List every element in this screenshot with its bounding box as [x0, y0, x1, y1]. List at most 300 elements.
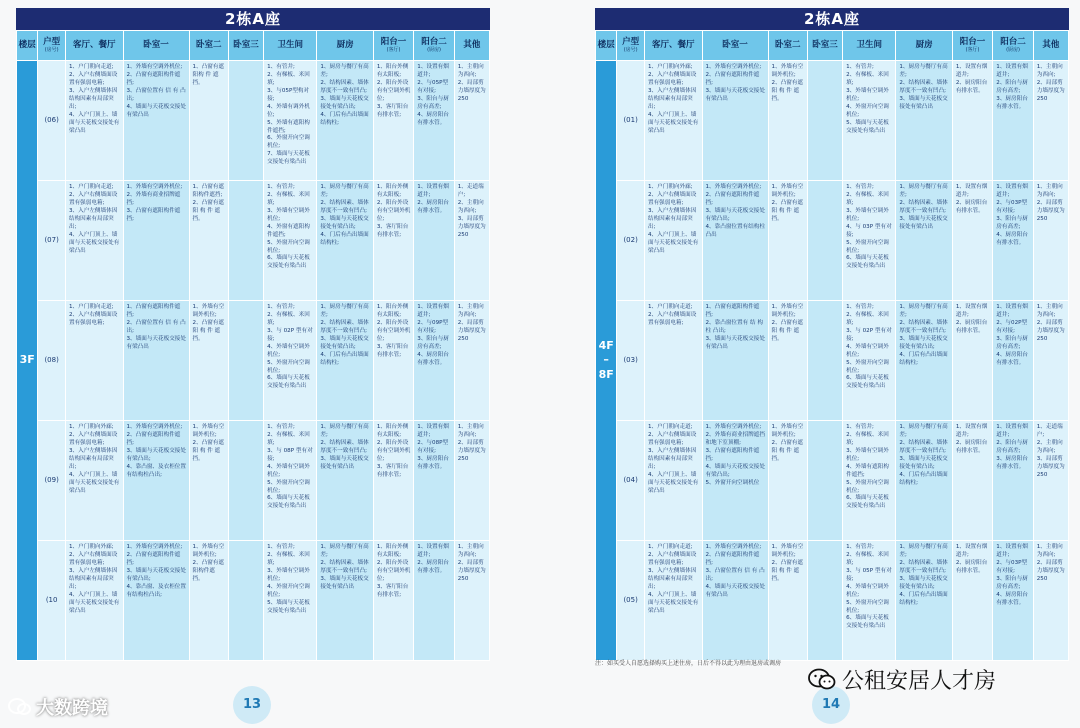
- defect-note: 3、入户左侧墙体因结构因素有局部突出;: [647, 87, 697, 110]
- defect-note: 3、墙面与天花板交接处有梁凸出;: [320, 215, 369, 230]
- defect-note: 1、设置有烟道井;: [996, 64, 1028, 78]
- defect-note: 1、设置有烟道井;: [996, 184, 1028, 198]
- defect-note: 2、主朝向为西向;: [457, 199, 484, 214]
- unit-number: (02): [617, 181, 645, 301]
- table-row: [17, 61, 490, 181]
- defect-note: 3、墙面与天花板交接处有梁凸出;: [320, 95, 369, 110]
- column-header-label: 卧室二: [774, 39, 801, 50]
- defect-note: 3、与 05P 型有对接;: [846, 567, 892, 582]
- defect-note: 2、结构因素、墙体厚度不一致有凹凸;: [320, 319, 369, 334]
- defect-cell: [702, 61, 768, 181]
- defect-cell: [952, 61, 992, 181]
- defect-cell: [807, 181, 842, 301]
- defect-note: 3、墙面与天花板交接处有梁凸出: [899, 95, 948, 110]
- defect-note: 2、入户右侧墙面设置有强弱电箱;: [68, 71, 118, 86]
- defect-note: 1、厨房与餐厅有高差;: [320, 304, 369, 318]
- defect-note: 2、阳台外设有有空调外机位;: [376, 199, 411, 222]
- floor-label: 3F: [17, 61, 38, 661]
- defect-note: 1、凸窗有遮阳构件遮挡;: [705, 304, 760, 318]
- column-header-label: 卧室一: [722, 39, 748, 50]
- column-header: [952, 31, 992, 61]
- defect-cell: [189, 421, 228, 541]
- defect-cell: [952, 301, 992, 421]
- defect-note: 1、有管井;: [267, 184, 295, 190]
- defect-note: 1、凸窗有遮阳构件遮挡;: [126, 304, 181, 318]
- defect-note: 2、凸窗有遮阳 构 件 遮挡。: [192, 199, 225, 222]
- defect-note: 2、有梯板、米回填;: [846, 431, 889, 446]
- defect-cell: [1033, 181, 1068, 301]
- building-title: 2栋A座: [16, 8, 490, 30]
- defect-note: 2、结构因素、墙体厚度不一致有凹凸;: [320, 199, 369, 214]
- defect-note: 2、有梯板、米回填;: [846, 551, 889, 566]
- defect-note: 3、墙面与天花板交接处有梁凸出;: [320, 335, 369, 350]
- table-row: [17, 421, 490, 541]
- column-header: [65, 31, 123, 61]
- defect-cell: [228, 61, 263, 181]
- defect-note: 3、客厅阳台有排水管;: [376, 223, 409, 238]
- defect-note: 7、墙面与天花板交接处有梁凸出: [267, 151, 310, 166]
- defect-note: 3、凸窗位置有 信 有 凸 出;: [705, 567, 765, 582]
- defect-cell: [807, 61, 842, 181]
- defect-cell: [123, 301, 189, 421]
- defect-note: 6、墙面与天花板交接处有梁凸出: [846, 615, 889, 630]
- defect-note: 1、外墙有空调外机位;: [771, 184, 804, 198]
- page-left: [16, 8, 490, 728]
- defect-note: 2、凸窗位置有 信 有 凸 出;: [126, 319, 186, 334]
- column-header-label: 其他: [1042, 39, 1060, 50]
- defect-note: 5、墙面与天花板交接处有梁凸出: [846, 119, 889, 134]
- defect-note: 1、外墙有空调外机位;: [771, 544, 804, 558]
- defect-note: 5、墙面与天花板交接处有梁凸出: [267, 599, 310, 614]
- defect-note: 1、设置有烟道井;: [955, 424, 988, 438]
- defect-cell: [123, 541, 189, 661]
- defect-note: 4、厨房阳台有排水管。: [996, 351, 1028, 366]
- defect-cell: [952, 541, 992, 661]
- defect-cell: [644, 541, 702, 661]
- defect-note: 2、厨房阳台有排水管。: [955, 319, 988, 334]
- column-header-label: 卧室二: [195, 39, 222, 50]
- defect-note: 4、入户门顶上、墙面与天花板交接处有梁凸出: [68, 231, 120, 254]
- defect-cell: [65, 421, 123, 541]
- defect-note: 5、外窗开向空调机位;: [267, 239, 310, 254]
- defect-note: 1、厨房与餐厅有高差;: [320, 424, 369, 438]
- defect-note: 1、阳台外侧有太阳板;: [376, 544, 409, 558]
- defect-note: 3、与 02P 型有对接;: [267, 327, 313, 342]
- column-header-label: 卧室一: [143, 39, 169, 50]
- defect-note: 4、外墙有空调外机位;: [846, 583, 889, 598]
- defect-cell: [317, 181, 373, 301]
- unit-number: (08): [38, 301, 66, 421]
- defect-note: 2、局部剪力墙厚度为250: [457, 79, 486, 102]
- defect-note: 1、外墙有空调外机位;: [126, 544, 183, 550]
- defect-note: 2、凸窗有遮阳 构 件 遮挡。: [192, 439, 225, 462]
- defect-note: 2、局部剪力墙厚度为250: [457, 559, 486, 582]
- defect-note: 2、阳台外设有有空调外机位;: [376, 319, 411, 342]
- defect-note: 1、户门朝向走道;: [647, 424, 693, 430]
- defect-note: 2、有梯板、米回填;: [267, 551, 310, 566]
- defect-note: 2、凸窗有遮阳 构 件 遮挡。: [771, 559, 804, 582]
- defect-note: 1、设置有烟道井;: [955, 184, 988, 198]
- defect-note: 2、厨房阳台有排水管。: [417, 559, 449, 574]
- defect-note: 4、墙面与天花板交接处有梁凸出: [705, 583, 765, 598]
- defect-note: 4、门后有凸出墙面结构柱;: [899, 591, 948, 606]
- page-number: 13: [233, 686, 271, 724]
- column-header: [17, 31, 38, 61]
- defect-note: 4、墙面与天花板交接处有梁凸出: [126, 103, 186, 118]
- defect-note: 4、厨房阳台有排水管。: [996, 231, 1028, 246]
- defect-cell: [228, 421, 263, 541]
- defect-note: 1、设置有烟道井;: [417, 184, 449, 198]
- defect-note: 1、外墙有空调外机位;: [771, 64, 804, 78]
- column-header: [189, 31, 228, 61]
- defect-note: 2、与02P型有对接;: [996, 319, 1028, 334]
- defect-note: 2、结构因素、墙体厚度不一致有凹凸;: [899, 319, 948, 334]
- defect-note: 3、外墙有空调外机位;: [846, 447, 889, 462]
- defect-cell: [702, 181, 768, 301]
- defect-note: 1、户门朝向走道;: [68, 64, 114, 70]
- floor-label: 4F – 8F: [596, 61, 617, 661]
- defect-note: 3、与 02P 型有对接;: [846, 327, 892, 342]
- defect-cell: [264, 541, 317, 661]
- defect-note: 2、凸窗有遮阳 构 件 遮挡。: [771, 199, 804, 222]
- table-row: [596, 541, 1069, 661]
- defect-note: 2、入户右侧墙面设置有强弱电箱;: [647, 71, 697, 86]
- defect-note: 1、设置有烟道井;: [955, 304, 988, 318]
- column-header: [317, 31, 373, 61]
- defect-note: 3、入户左侧墙体因结构因素有局部突出;: [647, 567, 697, 590]
- defect-note: 2、有梯板、米回填;: [846, 311, 889, 326]
- defect-cell: [414, 61, 454, 181]
- defect-note: 1、阳台外侧有太阳板;: [376, 64, 409, 78]
- defect-note: 1、外墙有空调外机位;: [705, 184, 762, 190]
- defect-note: 1、主朝向为西向;: [1036, 544, 1063, 558]
- defect-note: 3、入户左侧墙体因结构因素有局部突出;: [647, 447, 697, 470]
- column-header-label: 阳台一: [380, 36, 407, 47]
- column-header-label: 户型: [622, 36, 640, 47]
- defect-cell: [768, 421, 807, 541]
- column-header-label: 客厅、餐厅: [651, 39, 695, 50]
- defect-cell: [993, 421, 1033, 541]
- defect-note: 5、外窗开向空调机位;: [846, 599, 889, 614]
- defect-cell: [644, 61, 702, 181]
- defect-note: 3、入户左侧墙体因结构因素有局部突出;: [68, 207, 118, 230]
- defect-note: 3、凸窗有遮阳构件遮挡;: [705, 447, 760, 462]
- defect-note: 2、结构因素、墙体厚度不一致有凹凸;: [320, 559, 369, 574]
- column-header-label: 卫生间: [277, 39, 303, 50]
- defect-note: 1、主朝向为西向;: [457, 544, 484, 558]
- defect-note: 3、与 08P 型有对接;: [267, 447, 313, 462]
- defect-note: 3、入户左侧墙体因结构因素有局部突出;: [647, 207, 697, 230]
- defect-note: 2、与03P型有对接;: [996, 199, 1028, 214]
- defect-note: 1、厨房与餐厅有高差;: [320, 64, 369, 78]
- table-row: [596, 181, 1069, 301]
- defect-note: 2、有梯板、米回填;: [846, 71, 889, 86]
- defect-note: 1、厨房与餐厅有高差;: [899, 304, 948, 318]
- defect-note: 1、走道端户;: [457, 184, 484, 198]
- defect-cell: [644, 181, 702, 301]
- defect-note: 3、入户左侧墙体因结构因素有局部突出;: [68, 87, 118, 110]
- defect-note: 6、墙面与天花板交接处有梁凸出: [846, 255, 889, 270]
- defect-cell: [65, 61, 123, 181]
- defect-cell: [189, 301, 228, 421]
- defect-note: 1、厨房与餐厅有高差;: [320, 544, 369, 558]
- defect-note: 2、凸窗有遮阳构件遮挡;: [126, 71, 181, 86]
- table-row: [596, 301, 1069, 421]
- defect-note: 3、局部剪力墙厚度为250: [1036, 455, 1065, 478]
- room-defects-table: [595, 30, 1069, 661]
- defect-note: 1、户门朝向外廊;: [68, 544, 114, 550]
- defect-cell: [65, 541, 123, 661]
- column-header-label: 厨房: [915, 39, 933, 50]
- defect-note: 3、墙面与天花板交接处有梁凸出: [320, 455, 369, 470]
- defect-note: 2、阳台外设有有空调外机位;: [376, 79, 411, 102]
- defect-note: 1、凸窗有遮阳构 件 遮挡。: [192, 64, 225, 86]
- defect-note: 1、主朝向为西向;: [457, 64, 484, 78]
- column-header-label: 阳台一: [959, 36, 986, 47]
- defect-note: 2、局部剪力墙厚度为250: [1036, 199, 1065, 222]
- column-header: [38, 31, 66, 61]
- defect-note: 2、入户右侧墙面设置有强弱电箱;: [647, 551, 697, 566]
- column-header-label: 其他: [463, 39, 481, 50]
- column-header-label: 卧室三: [233, 39, 259, 50]
- defect-note: 1、设置有烟道井;: [955, 544, 988, 558]
- defect-note: 3、墙面与天花板交接处有梁凸出;: [126, 447, 186, 462]
- defect-note: 3、墙面与天花板交接处有梁凸出;: [899, 575, 948, 590]
- defect-cell: [1033, 61, 1068, 181]
- defect-note: 1、走道端户;: [1036, 424, 1063, 438]
- column-header-label: 卧室三: [812, 39, 838, 50]
- defect-cell: [702, 541, 768, 661]
- defect-note: 1、有管井;: [846, 544, 874, 550]
- defect-cell: [768, 61, 807, 181]
- defect-cell: [228, 301, 263, 421]
- defect-note: 1、外墙有空调外机位;: [705, 64, 762, 70]
- defect-note: 1、主朝向为西向;: [457, 424, 484, 438]
- defect-note: 3、客厅阳台有排水管;: [376, 343, 409, 358]
- defect-note: 1、设置有烟道井;: [996, 304, 1028, 318]
- defect-note: 4、门后有凸出墙面结构柱;: [320, 351, 369, 366]
- defect-note: 2、与09P型有对接;: [417, 319, 449, 334]
- defect-cell: [896, 301, 952, 421]
- defect-note: 1、厨房与餐厅有高差;: [320, 184, 369, 198]
- defect-note: 2、凸窗有遮阳构件遮挡;: [705, 71, 760, 86]
- defect-note: 1、外墙有空调外机位;: [192, 304, 225, 318]
- defect-note: 3、墙面与天花板交接处有梁凸出;: [705, 207, 765, 222]
- defect-note: 2、结构因素、墙体厚度不一致有凹凸;: [320, 79, 369, 94]
- defect-note: 3、局部剪力墙厚度为250: [457, 215, 486, 238]
- defect-note: 3、阳台与厨房有高差;: [996, 335, 1028, 350]
- defect-note: 4、靠凸窗位置有结构柱凸出: [705, 223, 765, 238]
- defect-note: 2、厨房阳台有排水管。: [955, 79, 988, 94]
- defect-note: 4、外墙有空调外机位;: [267, 463, 310, 478]
- defect-note: 1、有管井;: [267, 304, 295, 310]
- defect-note: 1、外墙有空调外机位;: [126, 184, 183, 190]
- defect-cell: [65, 301, 123, 421]
- column-header-sublabel: (房号): [44, 46, 59, 53]
- defect-note: 1、有管井;: [267, 64, 295, 70]
- defect-note: 1、厨房与餐厅有高差;: [899, 544, 948, 558]
- column-header: [768, 31, 807, 61]
- defect-note: 2、阳台外设有有空调外机位;: [376, 439, 411, 462]
- defect-note: 4、入户门顶上、墙面与天花板交接处有梁凸出: [68, 591, 120, 614]
- defect-note: 3、厨房阳台有排水管。: [417, 455, 449, 470]
- defect-note: 5、外窗开向空调机位;: [267, 479, 310, 494]
- defect-note: 1、有管井;: [846, 184, 874, 190]
- defect-note: 5、外窗开向空调机位;: [846, 479, 889, 494]
- defect-note: 6、外窗开向空调机位;: [267, 135, 310, 150]
- defect-cell: [993, 181, 1033, 301]
- defect-note: 2、凸窗有遮阳 构 件 遮挡。: [771, 79, 804, 102]
- defect-cell: [454, 541, 489, 661]
- defect-cell: [993, 301, 1033, 421]
- defect-note: 4、厨房阳台有排水管。: [996, 591, 1028, 606]
- table-row: [17, 301, 490, 421]
- defect-cell: [414, 421, 454, 541]
- defect-note: 1、设置有烟道井;: [417, 544, 449, 558]
- defect-cell: [454, 61, 489, 181]
- defect-note: 2、与03P型有对接;: [996, 559, 1028, 574]
- defect-note: 2、厨房阳台有排水管。: [955, 199, 988, 214]
- defect-note: 1、户门朝向走道;: [647, 544, 693, 550]
- defect-note: 5、外窗开向空调机位;: [267, 359, 310, 374]
- defect-note: 1、外墙有空调外机位;: [705, 544, 762, 550]
- defect-note: 1、有管井;: [846, 304, 874, 310]
- defect-note: 3、阳台与厨房有高差;: [996, 215, 1028, 230]
- defect-cell: [768, 181, 807, 301]
- defect-note: 1、外墙有空调外机位;: [126, 424, 183, 430]
- defect-note: 2、与08P型有对接;: [417, 439, 449, 454]
- defect-note: 3、客厅阳台有排水管;: [376, 463, 409, 478]
- column-header: [896, 31, 952, 61]
- defect-note: 1、凸窗有遮阳构件遮挡;: [192, 184, 225, 198]
- column-header: [702, 31, 768, 61]
- defect-note: 4、入户门顶上、墙面与天花板交接处有梁凸出: [68, 471, 120, 494]
- defect-note: 3、墙面与天花板交接处有梁凸出: [705, 335, 765, 350]
- defect-note: 2、有梯板、米回填;: [846, 191, 889, 206]
- defect-note: 2、入户右侧墙面设置有强弱电箱;: [68, 311, 118, 326]
- defect-note: 2、局部剪力墙厚度为250: [457, 319, 486, 342]
- defect-note: 2、结构因素、墙体厚度不一致有凹凸;: [320, 439, 369, 454]
- defect-note: 4、靠凸窗、及衣柜位置有结构柱凸出;: [126, 583, 186, 598]
- column-header: [228, 31, 263, 61]
- defect-cell: [264, 181, 317, 301]
- defect-note: 1、有管井;: [846, 424, 874, 430]
- defect-note: 3、墙面与天花板交接处有梁凸出: [899, 215, 948, 230]
- column-header-sublabel: (客厅): [965, 46, 980, 53]
- footnote: 注：如买受人自愿选择购买上述住房，日后不得以此为理由退房或调房: [595, 660, 782, 667]
- defect-note: 2、厨房阳台有排水管。: [955, 439, 988, 454]
- defect-note: 3、墙面与天花板交接处有梁凸出: [705, 87, 765, 102]
- defect-note: 4、厨房阳台有排水管。: [417, 351, 449, 366]
- defect-note: 1、主朝向为西向;: [1036, 304, 1063, 318]
- defect-cell: [373, 541, 413, 661]
- column-header-sublabel: (房号): [623, 46, 638, 53]
- page-number: 14: [812, 686, 850, 724]
- defect-note: 3、客厅阳台有排水管;: [376, 583, 409, 598]
- defect-note: 6、墙面与天花板交接处有梁凸出: [267, 495, 310, 510]
- defect-note: 3、与05P型构对接;: [267, 87, 310, 102]
- defect-cell: [454, 181, 489, 301]
- column-header: [1033, 31, 1068, 61]
- defect-cell: [843, 421, 896, 541]
- defect-note: 4、入户门顶上、墙面与天花板交接处有梁凸出: [68, 111, 120, 134]
- defect-note: 2、凸窗有遮阳 构 件 遮挡。: [771, 319, 804, 342]
- defect-note: 2、局部剪力墙厚度为250: [1036, 559, 1065, 582]
- defect-cell: [65, 181, 123, 301]
- defect-cell: [807, 541, 842, 661]
- defect-note: 3、外墙有空调外机位;: [267, 207, 310, 222]
- defect-note: 2、凸窗有遮阳构件遮挡;: [126, 431, 181, 446]
- defect-cell: [373, 421, 413, 541]
- defect-note: 1、外墙有空调外机位;: [192, 544, 225, 558]
- defect-note: 4、外窗有遮阳构件遮挡;: [267, 223, 310, 238]
- defect-note: 4、墙面与天花板交接处有梁凸出;: [705, 463, 765, 478]
- defect-note: 2、结构因素、墙体厚度不一致有凹凸;: [899, 199, 948, 214]
- table-row: [17, 181, 490, 301]
- defect-note: 1、设置有烟道井;: [417, 304, 449, 318]
- defect-cell: [952, 181, 992, 301]
- defect-note: 3、墙面与天花板交接处有梁凸出: [320, 575, 369, 590]
- column-header: [373, 31, 413, 61]
- defect-note: 1、主朝向为西向;: [1036, 184, 1063, 198]
- defect-note: 1、外墙有空调外机位;: [126, 64, 183, 70]
- defect-note: 1、外墙有空调外机位;: [771, 304, 804, 318]
- defect-note: 2、凸窗有遮阳构件遮挡;: [126, 551, 181, 566]
- defect-cell: [189, 61, 228, 181]
- table-row: [596, 61, 1069, 181]
- column-header: [414, 31, 454, 61]
- defect-note: 4、与 03P 型有对接;: [846, 223, 892, 238]
- defect-cell: [317, 61, 373, 181]
- defect-note: 3、外墙有空调外机位;: [267, 567, 310, 582]
- defect-note: 1、设置有烟道井;: [417, 424, 449, 438]
- defect-note: 5、外窗开向空调机位;: [846, 239, 889, 254]
- watermark-text: 大数跨境: [36, 698, 108, 719]
- defect-note: 2、局部剪力墙厚度为250: [457, 439, 486, 462]
- defect-note: 4、门后有凸出墙面结构柱;: [320, 231, 369, 246]
- column-header-label: 楼层: [597, 39, 615, 50]
- defect-cell: [189, 541, 228, 661]
- table-row: [17, 541, 490, 661]
- defect-note: 2、阳台与厨房有高差;: [996, 79, 1028, 94]
- page-right: [595, 8, 1069, 728]
- room-defects-table: [16, 30, 490, 661]
- column-header: [807, 31, 842, 61]
- defect-note: 1、户门朝向外廊;: [68, 424, 114, 430]
- defect-note: 1、户门朝向走道;: [647, 304, 693, 310]
- defect-cell: [123, 421, 189, 541]
- defect-note: 3、凸窗位置有 信 有 凸 出;: [126, 87, 186, 102]
- defect-note: 2、入户右侧墙面设置有强弱电箱;: [647, 431, 697, 446]
- defect-cell: [896, 181, 952, 301]
- defect-note: 1、设置有烟道井;: [996, 424, 1028, 438]
- defect-cell: [228, 541, 263, 661]
- defect-note: 1、设置有烟道井;: [417, 64, 449, 78]
- defect-note: 3、入户左侧墙体因结构因素有局部突出;: [68, 447, 118, 470]
- defect-note: 2、入户右侧墙面设置有强弱电箱;: [68, 431, 118, 446]
- defect-note: 1、阳台外侧有太阳板;: [376, 304, 409, 318]
- column-header-sublabel: (客厅): [386, 46, 401, 53]
- defect-cell: [768, 541, 807, 661]
- defect-note: 5、外墙有遮阳构件遮挡;: [267, 119, 310, 134]
- defect-note: 1、有管井;: [846, 64, 874, 70]
- defect-note: 2、凸窗有遮阳构件遮挡;: [705, 551, 760, 566]
- column-header-label: 阳台二: [421, 36, 447, 47]
- defect-cell: [843, 61, 896, 181]
- column-header-label: 卫生间: [856, 39, 882, 50]
- defect-note: 2、有梯板、米回填;: [267, 431, 310, 446]
- watermark-left: [8, 694, 108, 720]
